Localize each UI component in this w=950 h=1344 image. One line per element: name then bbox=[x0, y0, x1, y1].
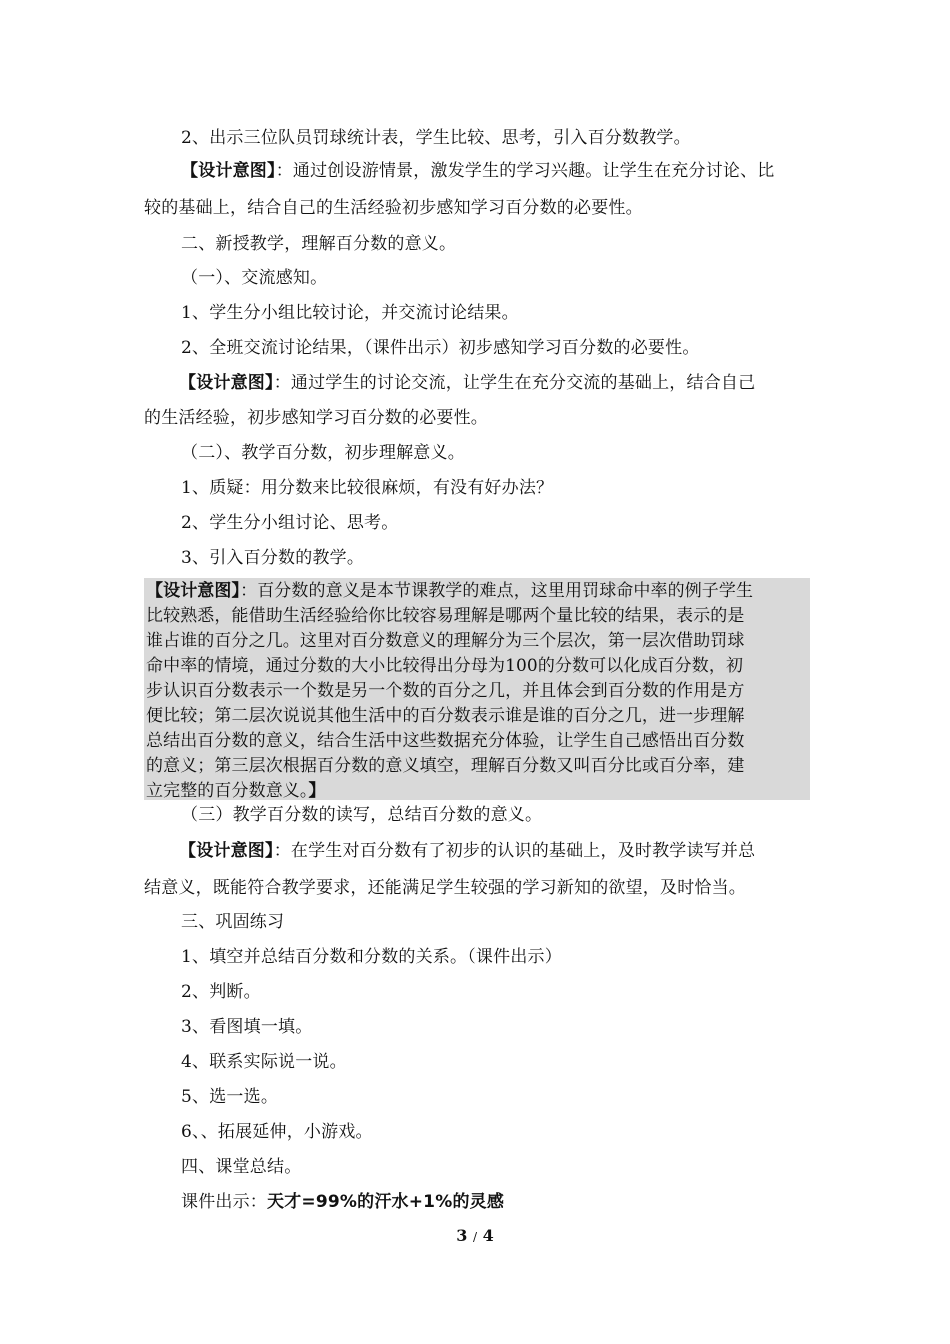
section-heading: 三、巩固练习 bbox=[181, 912, 285, 932]
paragraph: 2、全班交流讨论结果，（课件出示）初步感知学习百分数的必要性。 bbox=[181, 338, 700, 358]
paragraph: 6、、拓展延伸，小游戏。 bbox=[181, 1122, 373, 1142]
section-heading: 二、新授教学，理解百分数的意义。 bbox=[181, 234, 457, 254]
paragraph: 2、判断。 bbox=[181, 982, 261, 1002]
highlight-line: 比较熟悉，能借助生活经验给你比较容易理解是哪两个量比较的结果，表示的是 bbox=[146, 606, 745, 626]
paragraph: 【设计意图】：在学生对百分数有了初步的认识的基础上，及时教学读写并总 bbox=[179, 841, 756, 861]
paragraph: 1、质疑：用分数来比较很麻烦，有没有好办法？ bbox=[181, 478, 554, 498]
paragraph: 3、引入百分数的教学。 bbox=[181, 548, 365, 568]
paragraph: 3、看图填一填。 bbox=[181, 1017, 313, 1037]
design-intent-label: 【设计意图】 bbox=[181, 161, 276, 181]
page-number: 3 / 4 bbox=[456, 1226, 494, 1245]
highlight-line: 命中率的情境，通过分数的大小比较得出分母为100的分数可以化成百分数，初 bbox=[146, 656, 744, 676]
paragraph: 4、联系实际说一说。 bbox=[181, 1052, 347, 1072]
paragraph: 课件出示：天才=99%的汗水+1%的灵感 bbox=[181, 1192, 505, 1212]
paragraph: 2、出示三位队员罚球统计表，学生比较、思考，引入百分数教学。 bbox=[181, 128, 691, 148]
design-intent-label: 【设计意图】 bbox=[146, 581, 241, 601]
highlight-line: 立完整的百分数意义。】 bbox=[146, 781, 326, 801]
highlight-line: 步认识百分数表示一个数是另一个数的百分之几，并且体会到百分数的作用是方 bbox=[146, 681, 745, 701]
paragraph: 5、选一选。 bbox=[181, 1087, 279, 1107]
paragraph: 的生活经验，初步感知学习百分数的必要性。 bbox=[144, 408, 488, 428]
paragraph: 1、学生分小组比较讨论，并交流讨论结果。 bbox=[181, 303, 519, 323]
highlight-line: 【设计意图】：百分数的意义是本节课教学的难点，这里用罚球命中率的例子学生 bbox=[146, 581, 754, 601]
subsection-heading: （三）教学百分数的读写，总结百分数的意义。 bbox=[181, 805, 543, 825]
paragraph: 较的基础上，结合自己的生活经验初步感知学习百分数的必要性。 bbox=[144, 198, 643, 218]
paragraph: 结意义，既能符合教学要求，还能满足学生较强的学习新知的欲望，及时恰当。 bbox=[144, 878, 746, 898]
highlight-line: 总结出百分数的意义，结合生活中这些数据充分体验，让学生自己感悟出百分数 bbox=[146, 731, 745, 751]
subsection-heading: （二）、教学百分数，初步理解意义。 bbox=[181, 443, 465, 463]
highlight-line: 的意义；第三层次根据百分数的意义填空，理解百分数又叫百分比或百分率，建 bbox=[146, 756, 745, 776]
section-heading: 四、课堂总结。 bbox=[181, 1157, 302, 1177]
paragraph: 【设计意图】：通过学生的讨论交流，让学生在充分交流的基础上，结合自己 bbox=[179, 373, 756, 393]
design-intent-label: 【设计意图】 bbox=[179, 373, 274, 393]
highlight-line: 谁占谁的百分之几。这里对百分数意义的理解分为三个层次，第一层次借助罚球 bbox=[146, 631, 745, 651]
highlight-line: 便比较；第二层次说说其他生活中的百分数表示谁是谁的百分之几，进一步理解 bbox=[146, 706, 745, 726]
paragraph: 2、学生分小组讨论、思考。 bbox=[181, 513, 399, 533]
design-intent-label: 【设计意图】 bbox=[179, 841, 274, 861]
quote-emphasis: 天才=99%的汗水+1%的灵感 bbox=[267, 1192, 505, 1212]
paragraph: 1、填空并总结百分数和分数的关系。（课件出示） bbox=[181, 947, 562, 967]
subsection-heading: （一）、交流感知。 bbox=[181, 268, 328, 288]
paragraph: 【设计意图】：通过创设游情景，激发学生的学习兴趣。让学生在充分讨论、比 bbox=[181, 161, 775, 181]
